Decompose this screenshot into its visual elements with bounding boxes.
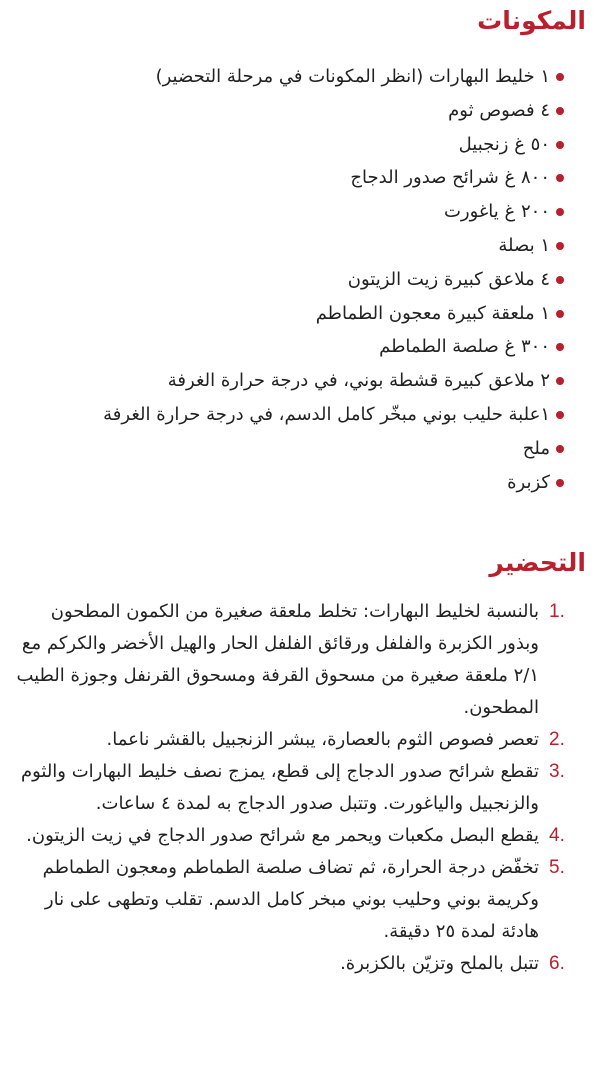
bullet-dot-icon (556, 174, 564, 182)
ingredient-item (20, 297, 550, 331)
step-text: تعصر فصوص الثوم بالعصارة، يبشر الزنجبيل بالقشر ناعما. (106, 729, 539, 750)
ingredient-text: ٢٠٠ غ ياغورت (443, 201, 550, 223)
preparation-heading: التحضير (489, 548, 586, 577)
bullet-dot-icon (556, 73, 564, 81)
step-number: 1. (549, 601, 565, 622)
ingredient-item (20, 195, 550, 229)
step-item (10, 820, 587, 852)
step-number: 4. (549, 825, 565, 846)
bullet-dot-icon (556, 208, 564, 216)
ingredient-text: ٢ ملاعق كبيرة قشطة بوني، في درجة حرارة الغرفة (167, 370, 550, 392)
bullet-dot-icon (556, 242, 564, 250)
ingredient-text: ٨٠٠ غ شرائح صدور الدجاج (350, 167, 550, 189)
step-item (10, 724, 587, 756)
ingredient-text: كزبرة (507, 471, 550, 493)
bullet-dot-icon (556, 377, 564, 385)
ingredient-item (20, 60, 550, 94)
ingredient-item (20, 330, 550, 364)
ingredient-text: ١ ملعقة كبيرة معجون الطماطم (315, 302, 550, 324)
ingredient-item (20, 229, 550, 263)
bullet-dot-icon (556, 343, 564, 351)
ingredient-item (20, 128, 550, 162)
bullet-dot-icon (556, 107, 564, 115)
step-item (10, 852, 587, 948)
step-number: 5. (549, 857, 565, 878)
bullet-dot-icon (556, 276, 564, 284)
ingredient-item (20, 263, 550, 297)
ingredient-text: ٤ ملاعق كبيرة زيت الزيتون (347, 268, 550, 290)
step-item (10, 756, 587, 820)
ingredient-text: ٣٠٠ غ صلصة الطماطم (379, 336, 550, 358)
preparation-steps (10, 596, 587, 980)
step-text: تخفّض درجة الحرارة، ثم تضاف صلصة الطماطم ومعجون الطماطم وكريمة بوني وحليب بوني مبخر كامل الدسم. تقلب وتطهى على نار هادئة لمدة ٢٥ دقيقة. (42, 857, 539, 942)
ingredients-heading: المكونات (477, 6, 586, 35)
ingredients-list (20, 60, 550, 499)
step-number: 6. (549, 953, 565, 974)
bullet-dot-icon (556, 141, 564, 149)
ingredient-text: ١علبة حليب بوني مبخّر كامل الدسم، في درجة حرارة الغرفة (103, 403, 550, 425)
ingredient-item (20, 94, 550, 128)
step-text: بالنسبة لخليط البهارات: تخلط ملعقة صغيرة من الكمون المطحون وبذور الكزبرة والفلفل ورقائق الفلفل الحار والهيل الأخضر والكركم مع ٢/١ ملعقة صغيرة من مسحوق القرفة ومسحوق القرنفل وجوزة الطيب المطحون. (16, 601, 539, 718)
bullet-dot-icon (556, 411, 564, 419)
step-number: 3. (549, 761, 565, 782)
ingredient-text: ٤ فصوص ثوم (448, 99, 550, 121)
ingredient-item (20, 466, 550, 500)
ingredient-text: ١ خليط البهارات (انظر المكونات في مرحلة التحضير) (155, 66, 550, 87)
step-text: تقطع شرائح صدور الدجاج إلى قطع، يمزج نصف خليط البهارات والثوم والزنجبيل والياغورت. وتتبل صدور الدجاج به لمدة ٤ ساعات. (20, 761, 539, 814)
ingredient-item (20, 398, 550, 432)
ingredient-item (20, 432, 550, 466)
bullet-dot-icon (556, 445, 564, 453)
ingredient-item (20, 364, 550, 398)
step-item (10, 948, 587, 980)
ingredient-text: ملح (522, 437, 550, 459)
ingredient-text: ١ بصلة (498, 234, 550, 256)
step-text: يقطع البصل مكعبات ويحمر مع شرائح صدور الدجاج في زيت الزيتون. (26, 825, 539, 846)
bullet-dot-icon (556, 479, 564, 487)
ingredient-text: ٥٠ غ زنجبيل (458, 133, 550, 155)
ingredient-item (20, 161, 550, 195)
step-text: تتبل بالملح وتزيّن بالكزبرة. (340, 953, 539, 974)
bullet-dot-icon (556, 310, 564, 318)
step-item (10, 596, 587, 724)
step-number: 2. (549, 729, 565, 750)
